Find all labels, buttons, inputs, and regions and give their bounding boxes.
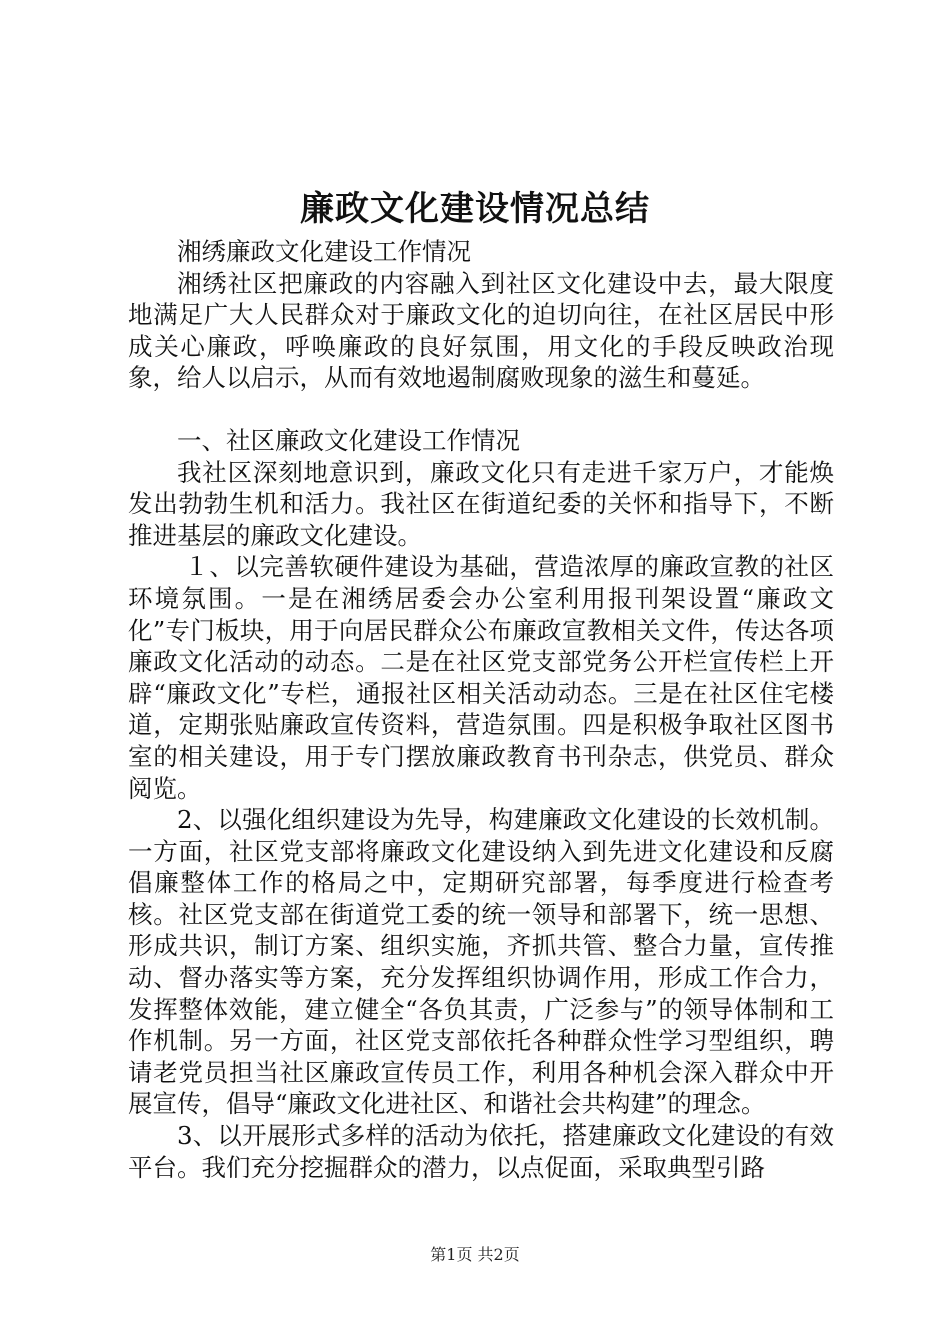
- body-paragraph: １、以完善软硬件建设为基础，营造浓厚的廉政宣教的社区环境氛围。一是在湘绣居委会办公室利用报刊架设置“廉政文化”专门板块，用于向居民群众公布廉政宣教相关文件，传达各项廉政文化活动的动态。二是在社区党支部党务公开栏宣传栏上开辟“廉政文化”专栏，通报社区相关活动动态。三是在社区住宅楼道，定期张贴廉政宣传资料，营造氛围。四是积极争取社区图书室的相关建设，用于专门摆放廉政教育书刊杂志，供党员、群众阅览。: [128, 552, 834, 803]
- body-paragraph: 2、以强化组织建设为先导，构建廉政文化建设的长效机制。一方面，社区党支部将廉政文化建设纳入到先进文化建设和反腐倡廉整体工作的格局之中，定期研究部署，每季度进行检查考核。社区党支部在街道党工委的统一领导和部署下，统一思想、形成共识，制订方案、组织实施，齐抓共管、整合力量，宣传推动、督办落实等方案，充分发挥组织协调作用，形成工作合力，发挥整体效能，建立健全“各负其责，广泛参与”的领导体制和工作机制。另一方面，社区党支部依托各种群众性学习型组织，聘请老党员担当社区廉政宣传员工作，利用各种机会深入群众中开展宣传，倡导“廉政文化进社区、和谐社会共构建”的理念。: [128, 805, 834, 1119]
- document-body: [128, 236, 834, 1183]
- document-title: 廉政文化建设情况总结: [300, 189, 650, 229]
- body-paragraph: 3、以开展形式多样的活动为依托，搭建廉政文化建设的有效平台。我们充分挖掘群众的潜力，以点促面，采取典型引路: [128, 1121, 834, 1182]
- subtitle-paragraph: 湘绣廉政文化建设工作情况: [177, 237, 471, 266]
- intro-paragraph: 湘绣社区把廉政的内容融入到社区文化建设中去，最大限度地满足广大人民群众对于廉政文化的迫切向往，在社区居民中形成关心廉政，呼唤廉政的良好氛围，用文化的手段反映政治现象，给人以启示，从而有效地遏制腐败现象的滋生和蔓延。: [128, 268, 834, 393]
- body-paragraph: 我社区深刻地意识到，廉政文化只有走进千家万户，才能焕发出勃勃生机和活力。我社区在街道纪委的关怀和指导下，不断推进基层的廉政文化建设。: [128, 457, 834, 550]
- page-footer: 第1页 共2页: [430, 1245, 520, 1264]
- section-heading: 一、社区廉政文化建设工作情况: [177, 425, 520, 455]
